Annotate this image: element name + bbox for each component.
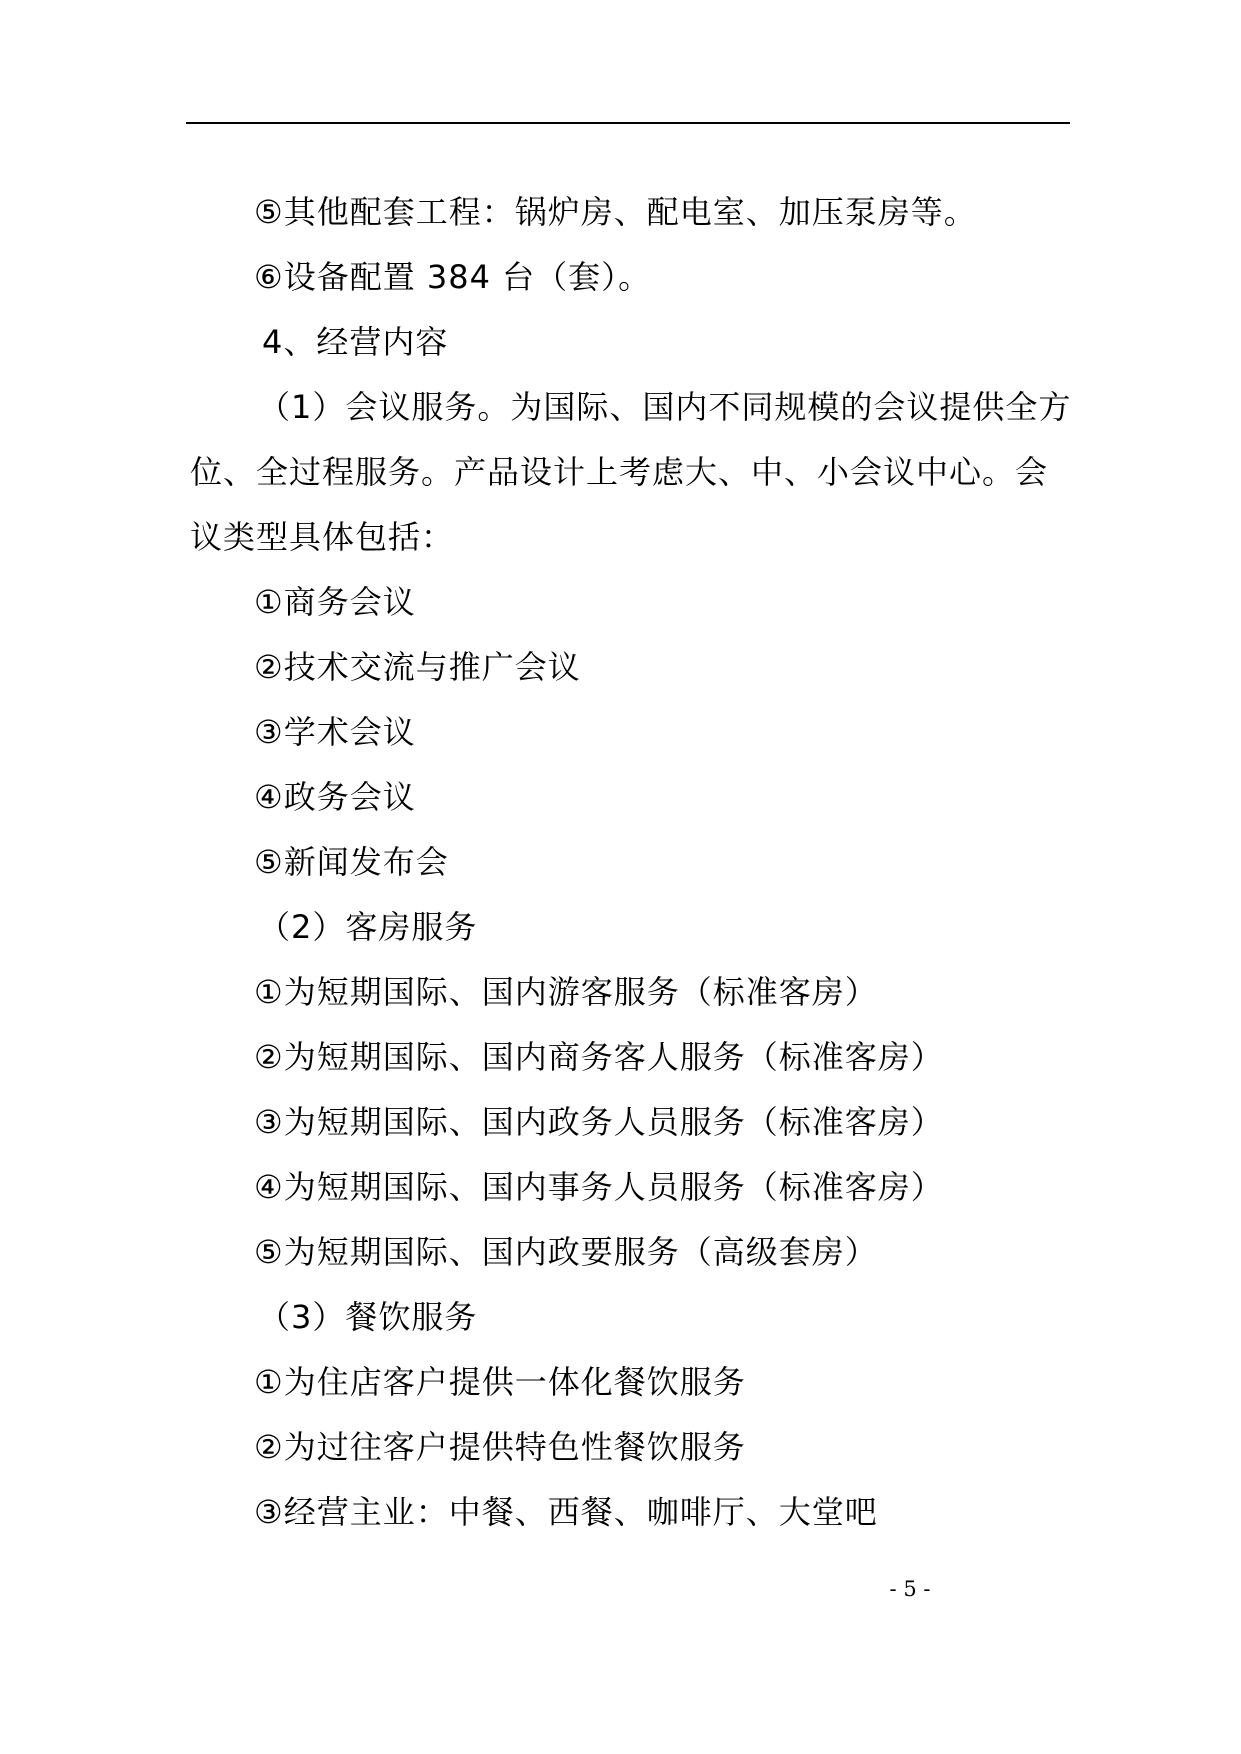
list-item: ①为短期国际、国内游客服务（标准客房） <box>254 973 878 1011</box>
list-item: ③为短期国际、国内政务人员服务（标准客房） <box>254 1103 944 1141</box>
list-item: ②技术交流与推广会议 <box>254 648 581 686</box>
paragraph-row: （1）会议服务。为国际、国内不同规模的会议提供全方 <box>258 388 1072 426</box>
paragraph-meeting <box>190 375 1072 570</box>
list-item: ②为短期国际、国内商务客人服务（标准客房） <box>254 1038 944 1076</box>
header-rule <box>186 122 1070 124</box>
section-heading: （3）餐饮服务 <box>258 1298 478 1336</box>
list-item: ②为过往客户提供特色性餐饮服务 <box>254 1428 746 1466</box>
text-line: ⑥设备配置 384 台（套）。 <box>254 258 652 296</box>
list-item: ①为住店客户提供一体化餐饮服务 <box>254 1363 746 1401</box>
list-item: ⑤为短期国际、国内政要服务（高级套房） <box>254 1233 878 1271</box>
list-item: ③经营主业：中餐、西餐、咖啡厅、大堂吧 <box>254 1493 878 1531</box>
paragraph-row: 议类型具体包括： <box>190 518 455 556</box>
page-number: - 5 - <box>889 1577 931 1601</box>
document-body <box>190 180 1072 1545</box>
list-item: ①商务会议 <box>254 583 416 621</box>
section-heading: 4、经营内容 <box>262 323 449 361</box>
section-heading: （2）客房服务 <box>258 908 478 946</box>
list-item: ⑤新闻发布会 <box>254 843 449 881</box>
list-item: ④政务会议 <box>254 778 416 816</box>
paragraph-row: 位、全过程服务。产品设计上考虑大、中、小会议中心。会 <box>190 453 1049 491</box>
list-item: ④为短期国际、国内事务人员服务（标准客房） <box>254 1168 944 1206</box>
text-line: ⑤其他配套工程：锅炉房、配电室、加压泵房等。 <box>254 193 977 231</box>
list-item: ③学术会议 <box>254 713 416 751</box>
